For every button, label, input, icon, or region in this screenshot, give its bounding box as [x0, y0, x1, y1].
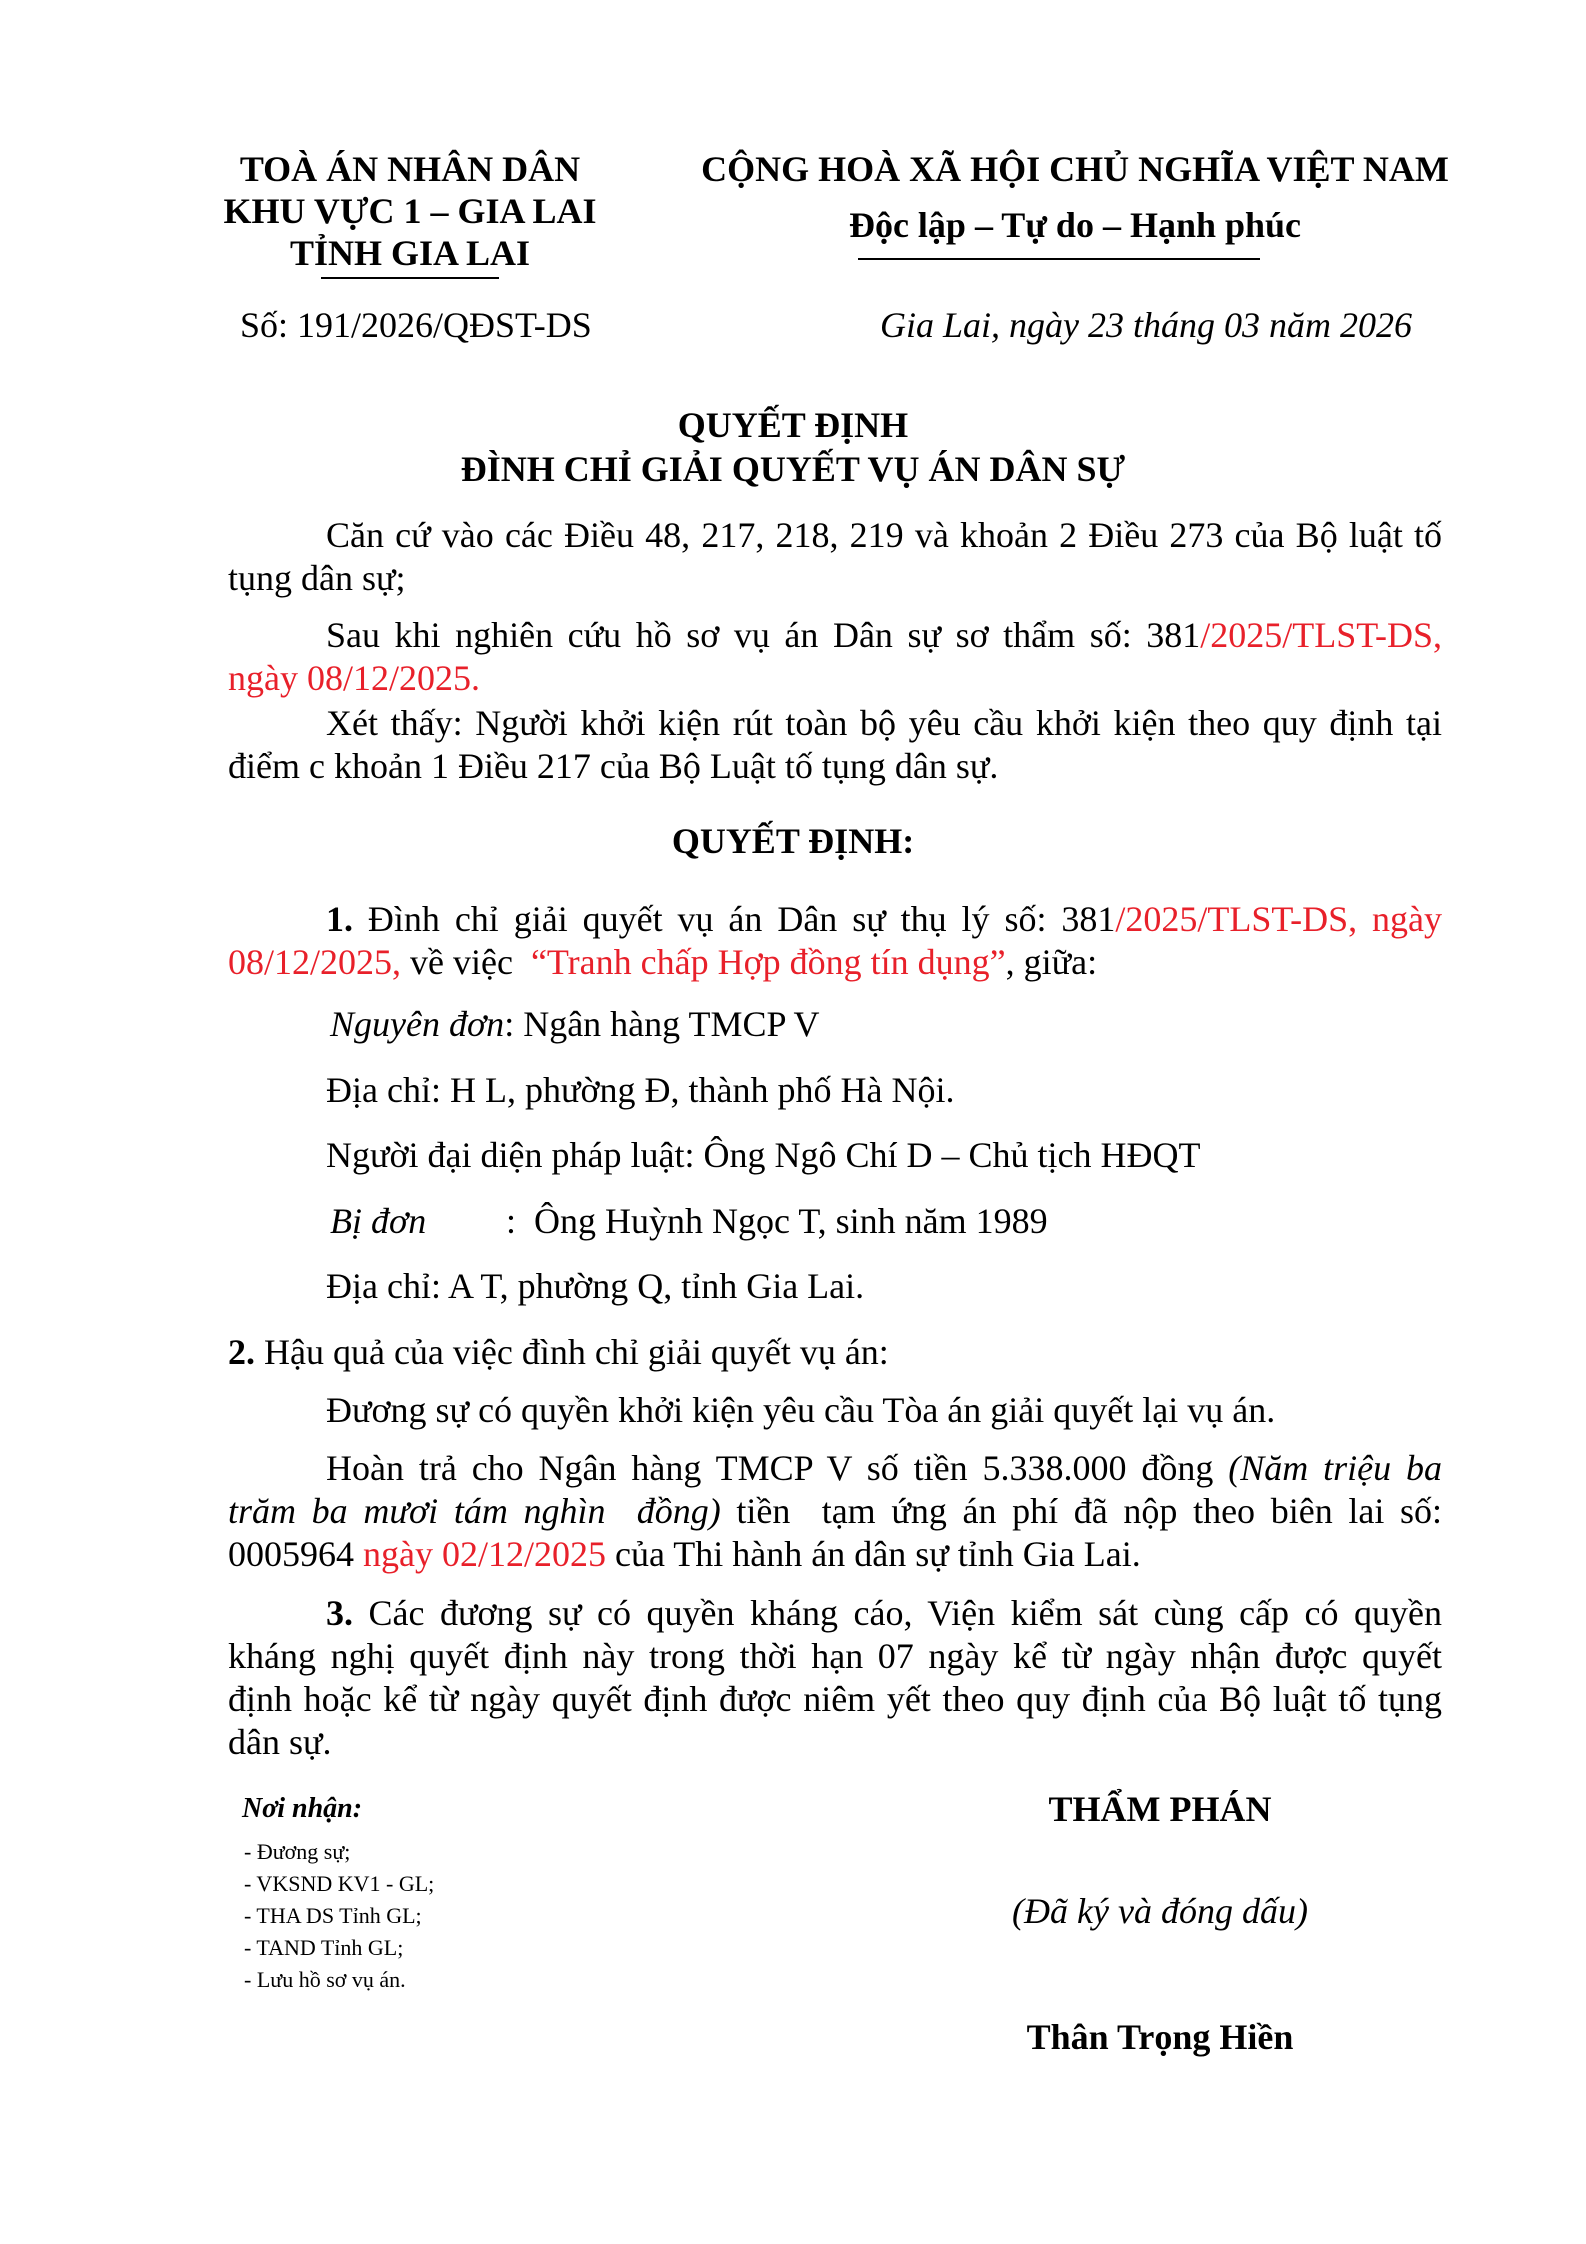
- nation-line-2: Độc lập – Tự do – Hạnh phúc: [848, 205, 1302, 245]
- item1-line2: [228, 941, 1097, 983]
- signer-name: Thân Trọng Hiền: [1026, 2017, 1294, 2057]
- recipient-item: - VKSND KV1 - GL;: [244, 1871, 435, 1896]
- item2-p2-date: ngày 02/12/2025: [363, 1534, 606, 1574]
- item3-line3: định hoặc kể từ ngày quyết định được niêm yết theo quy định của Bộ luật tố tụng: [228, 1679, 1442, 1719]
- recipient-item: - TAND Tỉnh GL;: [244, 1935, 404, 1960]
- title-line-2: ĐÌNH CHỈ GIẢI QUYẾT VỤ ÁN DÂN SỰ: [460, 449, 1126, 489]
- preamble-3b: điểm c khoản 1 Điều 217 của Bộ Luật tố tụng dân sự.: [228, 746, 999, 786]
- item2-p2-italic-a: (Năm triệu ba: [1228, 1448, 1442, 1488]
- item2-p2-text-d: của Thi hành án dân sự tỉnh Gia Lai.: [605, 1534, 1141, 1574]
- item2-p2-text-b: tiền tạm ứng án phí đã nộp theo biên lai số:: [720, 1491, 1442, 1531]
- item1-text-c: , giữa:: [1005, 942, 1098, 982]
- title-line-1: QUYẾT ĐỊNH: [677, 405, 909, 445]
- item2-p2-line1: [326, 1447, 1442, 1489]
- item2-number: 2.: [228, 1332, 255, 1372]
- preamble-1a: Căn cứ vào các Điều 48, 217, 218, 219 và khoản 2 Điều 273 của Bộ luật tố: [326, 515, 1442, 555]
- item1-line1: [326, 898, 1442, 940]
- item1-text-a: Đình chỉ giải quyết vụ án Dân sự thụ lý số: 381: [353, 899, 1116, 939]
- defendant-line: [330, 1200, 1048, 1242]
- item1-text-b: về việc: [401, 942, 531, 982]
- item2-p2-line2: [228, 1490, 1442, 1532]
- plaintiff-line: [330, 1003, 820, 1045]
- recipients-heading: Nơi nhận:: [242, 1793, 363, 1824]
- nation-motto: [640, 150, 1510, 248]
- recipient-item: - Đương sự;: [244, 1839, 351, 1864]
- item2-heading: [228, 1331, 889, 1373]
- item2-p2-italic-b: trăm ba mươi tám nghìn đồng): [228, 1491, 721, 1531]
- item3-line2: kháng nghị quyết định này trong thời hạn 07 ngày kể từ ngày nhận được quyết: [228, 1636, 1442, 1676]
- item3-number: 3.: [326, 1593, 353, 1633]
- item1-case: /2025/TLST-DS, ngày: [1115, 899, 1442, 939]
- decision-heading: QUYẾT ĐỊNH:: [671, 821, 915, 861]
- plaintiff-value: : Ngân hàng TMCP V: [504, 1004, 820, 1044]
- place-date: Gia Lai, ngày 23 tháng 03 năm 2026: [880, 305, 1413, 345]
- item2-p1: Đương sự có quyền khởi kiện yêu cầu Tòa án giải quyết lại vụ án.: [326, 1390, 1276, 1430]
- nation-line-1: CỘNG HOÀ XÃ HỘI CHỦ NGHĨA VIỆT NAM: [701, 149, 1449, 189]
- court-line-1: TOÀ ÁN NHÂN DÂN: [239, 149, 581, 189]
- plaintiff-address: Địa chỉ: H L, phường Đ, thành phố Hà Nội.: [326, 1070, 955, 1110]
- document-number: Số: 191/2026/QĐST-DS: [240, 305, 592, 345]
- defendant-address: Địa chỉ: A T, phường Q, tỉnh Gia Lai.: [326, 1266, 865, 1306]
- court-line-3: TỈNH GIA LAI: [289, 233, 531, 273]
- court-underline: [321, 277, 499, 279]
- preamble-1b: tụng dân sự;: [228, 558, 406, 598]
- item3-line1: [326, 1592, 1442, 1634]
- preamble-2b: ngày 08/12/2025.: [228, 658, 480, 698]
- item1-subject: “Tranh chấp Hợp đồng tín dụng”: [530, 942, 1006, 982]
- recipient-item: - THA DS Tỉnh GL;: [244, 1903, 422, 1928]
- document-title: [0, 406, 1586, 494]
- item2-heading-text: Hậu quả của việc đình chỉ giải quyết vụ án:: [255, 1332, 889, 1372]
- defendant-label: Bị đơn: [330, 1201, 427, 1241]
- representative: Người đại diện pháp luật: Ông Ngô Chí D – Chủ tịch HĐQT: [326, 1135, 1201, 1175]
- preamble-3a: Xét thấy: Người khởi kiện rút toàn bộ yêu cầu khởi kiện theo quy định tại: [326, 703, 1442, 743]
- signature-title: THẨM PHÁN: [1048, 1789, 1272, 1829]
- item3-line4: dân sự.: [228, 1722, 332, 1762]
- item2-p2-text-a: Hoàn trả cho Ngân hàng TMCP V số tiền 5.338.000 đồng: [326, 1448, 1229, 1488]
- plaintiff-label: Nguyên đơn: [330, 1004, 505, 1044]
- motto-underline: [858, 258, 1260, 260]
- item2-p2-receipt: 0005964: [228, 1534, 363, 1574]
- item2-p2-line3: [228, 1533, 1141, 1575]
- recipient-item: - Lưu hồ sơ vụ án.: [244, 1967, 406, 1992]
- court-name: [190, 150, 630, 276]
- preamble-2a: [326, 614, 1442, 656]
- defendant-value: : Ông Huỳnh Ngọc T, sinh năm 1989: [506, 1201, 1048, 1241]
- court-line-2: KHU VỰC 1 – GIA LAI: [223, 191, 597, 231]
- item1-date: 08/12/2025,: [228, 942, 402, 982]
- item3-line1-text: Các đương sự có quyền kháng cáo, Viện kiểm sát cùng cấp có quyền: [353, 1593, 1442, 1633]
- preamble-2-text: Sau khi nghiên cứu hồ sơ vụ án Dân sự sơ thẩm số: 381: [326, 615, 1201, 655]
- preamble-2-case: /2025/TLST-DS,: [1200, 615, 1442, 655]
- signature-note: (Đã ký và đóng dấu): [1012, 1891, 1308, 1931]
- item1-number: 1.: [326, 899, 353, 939]
- recipients-list: [244, 1836, 434, 1996]
